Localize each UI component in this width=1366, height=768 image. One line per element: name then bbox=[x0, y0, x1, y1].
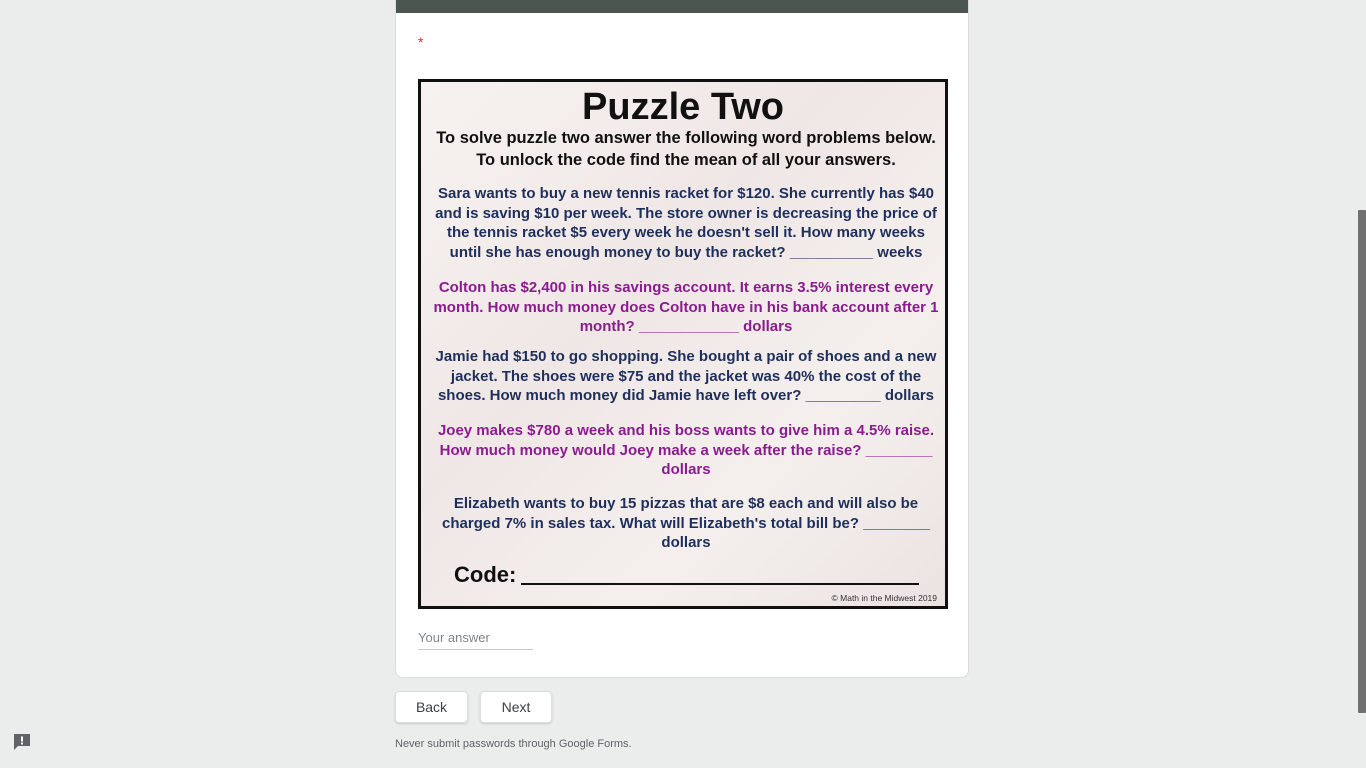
required-marker: * bbox=[418, 34, 424, 50]
problem-sara: Sara wants to buy a new tennis racket for $120. She currently has $40 and is saving $10 per week. The store owner is decreasing the price of the tennis racket $5 every week he doesn't sell it. How many weeks until she has enough money to buy the racket? __________ weeks bbox=[435, 185, 937, 261]
next-button[interactable]: Next bbox=[480, 691, 552, 723]
copyright: © Math in the Midwest 2019 bbox=[831, 593, 937, 603]
puzzle-title: Puzzle Two bbox=[582, 86, 784, 128]
problem-joey: Joey makes $780 a week and his boss wants to give him a 4.5% raise. How much money would Joey make a week after the raise? ________ dollars bbox=[437, 422, 935, 479]
problem-elizabeth: Elizabeth wants to buy 15 pizzas that are $8 each and will also be charged 7% in sales tax. What will Elizabeth's total bill be? ________ dollars bbox=[442, 495, 930, 552]
puzzle-intro: To solve puzzle two answer the following word problems below. To unlock the code find the mean of all your answers. bbox=[436, 129, 936, 169]
code-label: Code: bbox=[454, 562, 517, 587]
problem-colton: Colton has $2,400 in his savings account. It earns 3.5% interest every month. How much money does Colton have in his bank account after 1 month? ____________ dollars bbox=[433, 279, 939, 336]
code-blank-line bbox=[521, 583, 919, 585]
problem-jamie: Jamie had $150 to go shopping. She bought a pair of shoes and a new jacket. The shoes were $75 and the jacket was 40% the cost of the shoes. How much money did Jamie have left over? _________ dollars bbox=[435, 348, 937, 405]
scrollbar-thumb[interactable] bbox=[1358, 210, 1366, 713]
question-card bbox=[395, 0, 969, 678]
password-warning: Never submit passwords through Google Forms. bbox=[395, 738, 632, 750]
report-problem-icon[interactable] bbox=[12, 732, 32, 752]
back-button[interactable]: Back bbox=[395, 691, 468, 723]
header-bar bbox=[396, 0, 968, 13]
puzzle-image bbox=[418, 79, 948, 609]
answer-input[interactable] bbox=[418, 625, 533, 650]
